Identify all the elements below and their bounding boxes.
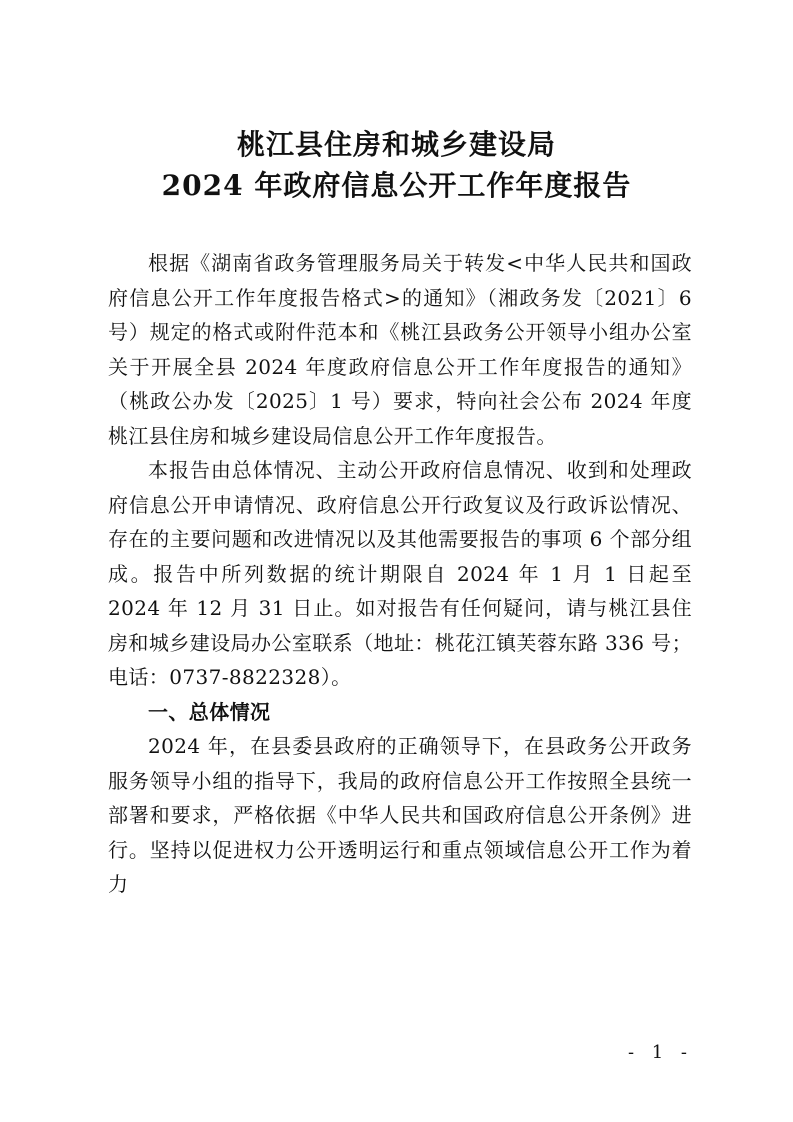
section-heading-overview: 一、总体情况 xyxy=(148,699,271,724)
structure-paragraph: 本报告由总体情况、主动公开政府信息情况、收到和处理政府信息公开申请情况、政府信息公开行政复议及行政诉讼情况、存在的主要问题和改进情况以及其他需要报告的事项 6 个部分组成。报告中所列数据的统计期限自 2024 年 1 月 1 日起至 2024 年 12 月 31 日止。如对报告有任何疑问，请与桃江县住房和城乡建设局办公室联系（地址：桃花江镇芙蓉东路 336 号；电话：0737-8822328）。 xyxy=(108,458,692,689)
document-title-line-1: 桃江县住房和城乡建设局 xyxy=(236,128,556,161)
document-body xyxy=(108,246,692,902)
document-title-line-2: 2024 年政府信息公开工作年度报告 xyxy=(161,169,632,202)
page-number: - 1 - xyxy=(627,1042,693,1063)
intro-paragraph: 根据《湖南省政务管理服务局关于转发<中华人民共和国政府信息公开工作年度报告格式>的通知》（湘政务发〔2021〕6 号）规定的格式或附件范本和《桃江县政务公开领导小组办公室关于开展全县 2024 年度政府信息公开工作年度报告的通知》（桃政公办发〔2025〕1 号）要求，特向社会公布 2024 年度桃江县住房和城乡建设局信息公开工作年度报告。 xyxy=(108,251,692,448)
overview-paragraph: 2024 年，在县委县政府的正确领导下，在县政务公开政务服务领导小组的指导下，我局的政府信息公开工作按照全县统一部署和要求，严格依据《中华人民共和国政府信息公开条例》进行。坚持以促进权力公开透明运行和重点领域信息公开工作为着力 xyxy=(108,734,692,896)
